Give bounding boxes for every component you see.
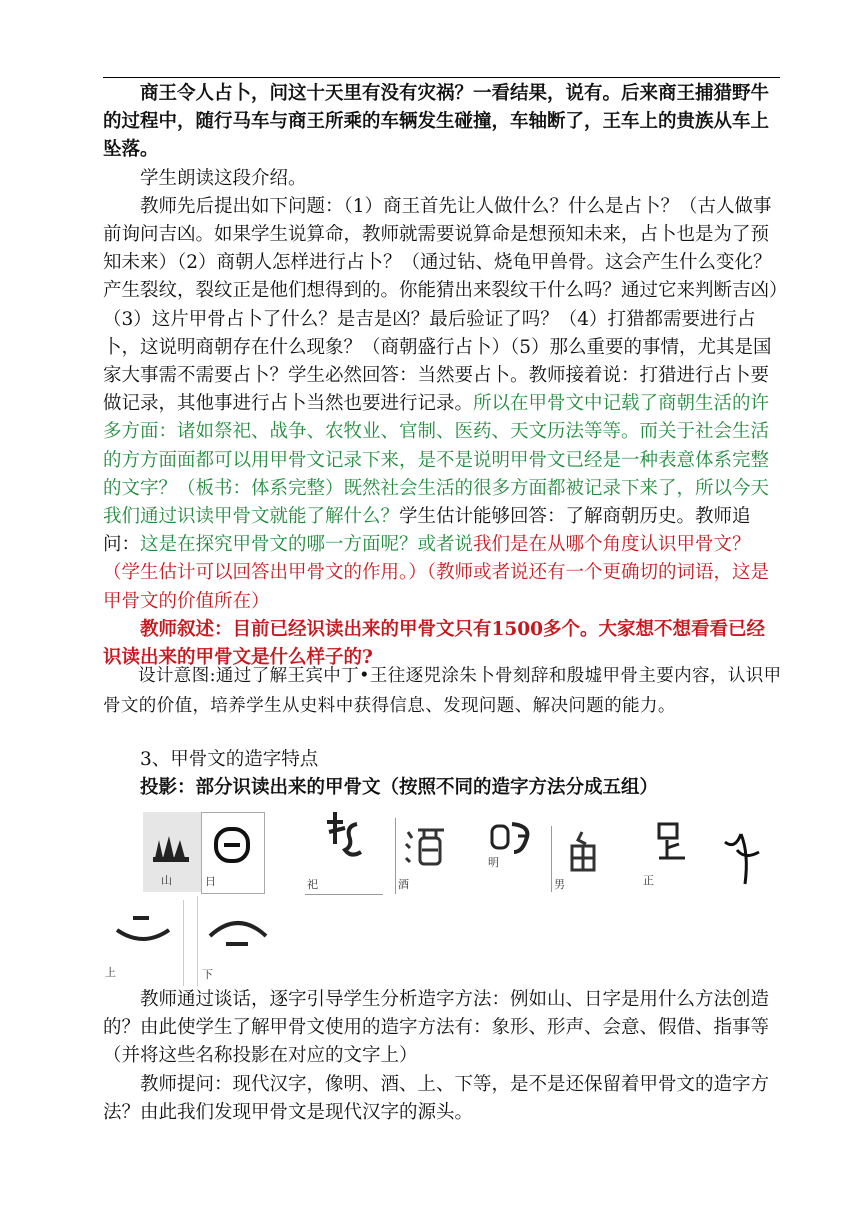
glyph-nan-image — [551, 826, 604, 892]
glyph-label-shan: 山 — [161, 874, 172, 887]
section3-block — [103, 746, 783, 802]
glyph-label-xia: 下 — [202, 968, 213, 981]
projection-paragraph: 投影：部分识读出来的甲骨文（按照不同的造字方法分成五组） — [140, 777, 659, 799]
after-paragraph-2: 教师提问：现代汉字，像明、酒、上、下等，是不是还保留着甲骨文的造字方法？由此我们发现甲骨文是现代汉字的源头。 — [103, 1073, 770, 1123]
glyph-zheng-image — [641, 818, 701, 892]
glyph-label-ri: 日 — [205, 875, 216, 888]
glyph-label-ming: 明 — [488, 856, 499, 869]
lower-text — [103, 986, 783, 1127]
intro-paragraph: 商王令人占卜，问这十天里有没有灾祸？一看结果，说有。后来商王捕猎野牛的过程中，随行马车与商王所乘的车辆发生碰撞，车轴断了，王车上的贵族从车上坠落。 — [103, 83, 770, 161]
teacher-narrate-paragraph: 教师叙述：目前已经识读出来的甲骨文只有1500多个。大家想不想看看已经识读出来的甲骨文是什么样子的? — [103, 618, 765, 669]
teacher-questions-paragraph — [103, 193, 783, 616]
glyph-si-image — [305, 806, 383, 895]
glyph-ri-image — [201, 812, 265, 894]
after-paragraph-1: 教师通过谈话，逐字引导学生分析造字方法：例如山、日字是用什么方法创造的？由此使学生了解甲骨文使用的造字方法有：象形、形声、会意、假借、指事等（并将这些名称投影在对应的文字上） — [103, 989, 770, 1067]
design-intent-block — [103, 662, 783, 721]
teacher-questions-red-text: 我们是在从哪个角度认识甲骨文？（学生估计可以回答出甲骨文的作用。）（教师或者说还有一个更确切的词语，这是甲骨文的价值所在） — [103, 534, 770, 612]
teacher-questions-green-text: 所以在甲骨文中记载了商朝生活的许多方面：诸如祭祀、战争、农牧业、官制、医药、天文历法等等。而关于社会生活的方方面面都可以用甲骨文记录下来，是不是说明甲骨文已经是一种表意体系完整的文字？（板书：体系完整）既然社会生活的很多方面都被记录下来了，所以今天我们通过识读甲骨文就能了解什么？ — [103, 393, 770, 528]
upper-text — [103, 80, 783, 672]
glyph-extra-image — [715, 820, 765, 896]
teacher-questions-text: 教师先后提出如下问题：（1）商王首先让人做什么？什么是占卜？（古人做事前询问吉凶。如果学生说算命，教师就需要说算命是想预知未来，占卜也是为了预知未来）（2）商朝人怎样进行占卜？（通过钻、烧龟甲兽骨。这会产生什么变化？产生裂纹，裂纹正是他们想得到的。你能猜出来裂纹干什么吗？通过它来判断吉凶）（3）这片甲骨占卜了什么？是吉是凶？最后验证了吗？（4）打猎都需要进行占卜，这说明商朝存在什么现象？（商朝盛行占卜）（5）那么重要的事情，尤其是国家大事需不需要占卜？学生必然回答：当然要占卜。教师接着说：打猎进行占卜要做记录，其他事进行占卜当然也要进行记录。 — [103, 195, 779, 415]
glyph-shan-image — [143, 812, 201, 892]
design-intent-paragraph: 设计意图:通过了解王宾中丁•王往逐兕涂朱卜骨刻辞和殷墟甲骨主要内容，认识甲骨文的价值，培养学生从史料中获得信息、发现问题、解决问题的能力。 — [103, 666, 782, 716]
shan-glyph-icon — [143, 812, 201, 892]
glyph-label-zheng: 正 — [643, 874, 654, 887]
glyph-jiu-image — [395, 818, 456, 894]
extra-glyph-icon — [715, 820, 765, 896]
glyph-xia-image — [197, 896, 276, 986]
section3-heading: 3、甲骨文的造字特点 — [140, 749, 319, 770]
teacher-questions-text-2: 学生估计能够回答：了解商朝历史。教师追问： — [103, 506, 751, 556]
glyph-label-nan: 男 — [554, 878, 565, 891]
teacher-questions-green-text-2: 这是在探究甲骨文的哪一方面呢？或者说 — [140, 534, 474, 556]
glyph-label-jiu: 酒 — [398, 878, 409, 891]
header-rule — [103, 77, 780, 78]
glyph-shang-image — [103, 900, 184, 986]
glyph-label-si: 祀 — [307, 878, 318, 891]
glyph-label-shang: 上 — [105, 966, 116, 979]
students-read-paragraph: 学生朗读这段介绍。 — [140, 167, 307, 189]
glyph-ming-image — [486, 818, 546, 878]
